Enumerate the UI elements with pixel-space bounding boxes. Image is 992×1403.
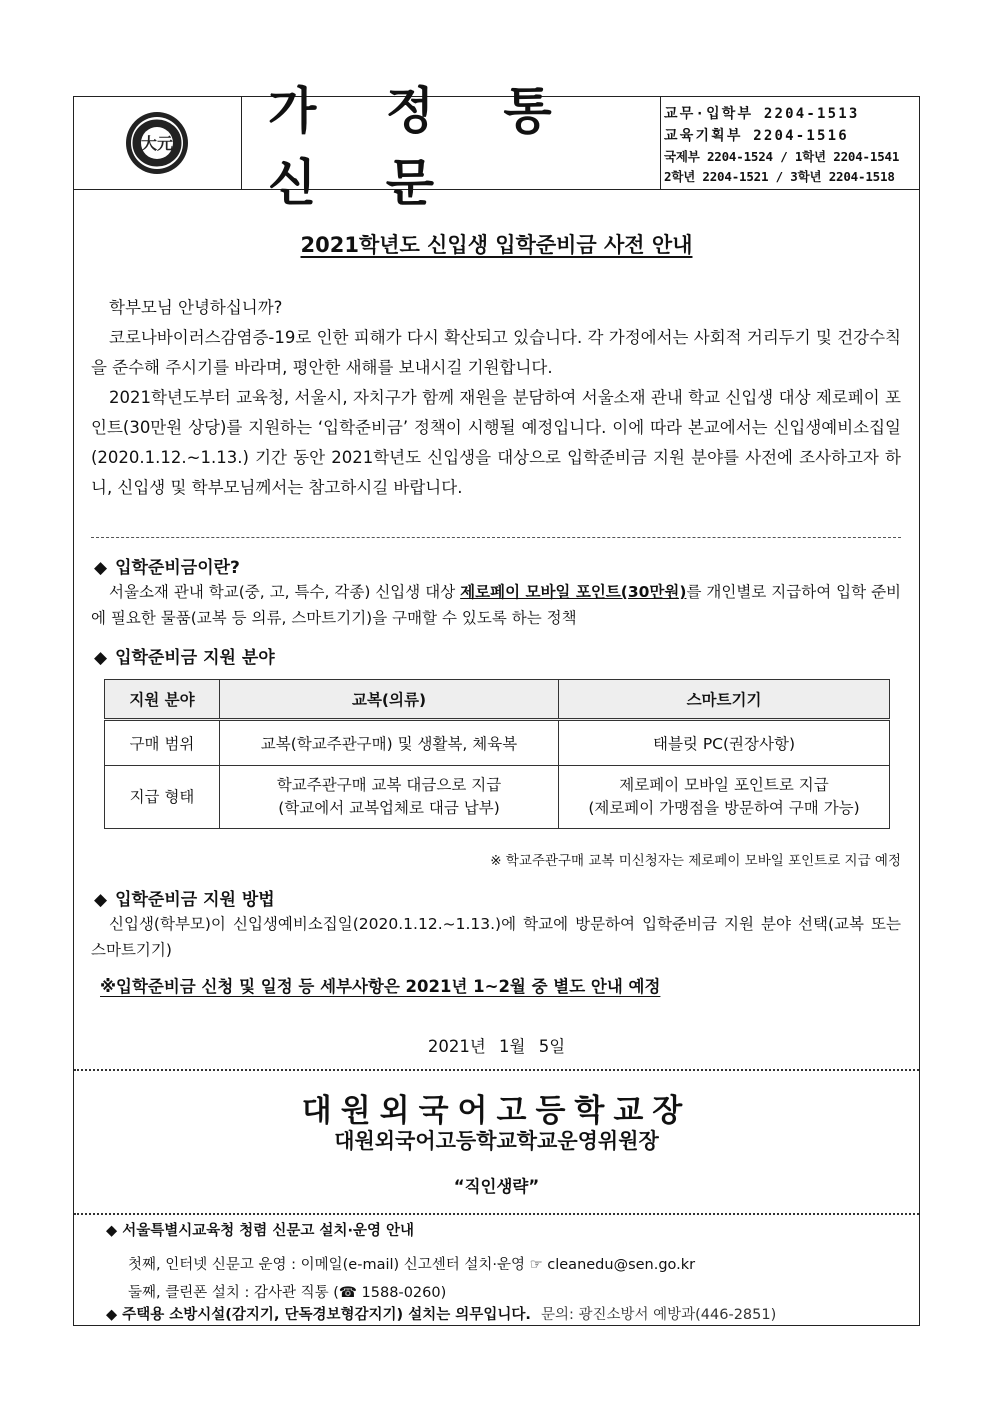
- title-cell: [242, 82, 661, 212]
- footer-line-1: ◆ 서울특별시교육청 청렴 신문고 설치·운영 안내: [106, 1223, 415, 1239]
- section-text-method: 신입생(학부모)이 신입생예비소집일(2020.1.12.~1.13.)에 학교에 방문하여 입학준비금 지원 분야 선택(교복 또는 스마트기기): [91, 915, 901, 959]
- highlight-zeropay: 제로페이 모바일 포인트(30만원): [460, 583, 687, 601]
- seal-omitted: “직인생략”: [453, 1177, 540, 1196]
- table-cell: 구매 범위: [105, 720, 220, 766]
- section-heading-fields: ◆ 입학준비금 지원 분야: [94, 648, 275, 668]
- footer-line-4: ◆ 주택용 소방시설(감지기, 단독경보형감지기) 설치는 의무입니다. 문의: 광진소방서 예방과(446-2851): [106, 1307, 777, 1323]
- contact-line-2: 교육기획부 2204-1516: [664, 128, 849, 144]
- section-heading-method: ◆ 입학준비금 지원 방법: [94, 890, 275, 910]
- committee-name: 대원외국어고등학교학교운영위원장: [334, 1129, 659, 1153]
- table-cell: 지급 형태: [105, 766, 220, 829]
- main-title: 2021학년도 신입생 입학준비금 사전 안내: [300, 233, 693, 257]
- diamond-bullet-icon: ◆: [94, 648, 108, 668]
- table-row: [105, 720, 890, 766]
- greeting: 학부모님 안녕하십니까?: [109, 298, 283, 317]
- section-heading-what: ◆ 입학준비금이란?: [94, 558, 240, 578]
- document-frame: [73, 82, 920, 1326]
- contact-line-4: 2학년 2204-1521 / 3학년 2204-1518: [664, 169, 895, 184]
- contact-line-3: 국제부 2204-1524 / 1학년 2204-1541: [664, 149, 900, 164]
- letter-header: [74, 82, 919, 212]
- school-emblem-icon: [74, 97, 241, 189]
- table-row: [105, 766, 890, 829]
- support-field-table: [104, 679, 890, 829]
- diamond-bullet-icon: ◆: [94, 890, 108, 910]
- table-cell: 태블릿 PC(권장사항): [559, 720, 890, 766]
- table-header: 지원 분야: [105, 680, 220, 720]
- footer-line-2: 첫째, 인터넷 신문고 운영 : 이메일(e-mail) 신고센터 설치·운영 ☞ cleanedu@sen.go.kr: [128, 1257, 696, 1273]
- diamond-bullet-icon: ◆: [94, 558, 108, 578]
- table-note: ※ 학교주관구매 교복 미신청자는 제로페이 모바일 포인트로 지급 예정: [490, 853, 901, 869]
- principal-name: 대원외국어고등학교장: [301, 1093, 692, 1129]
- table-cell: 교복(학교주관구매) 및 생활복, 체육복: [220, 720, 559, 766]
- section-text-what: 서울소재 관내 학교(중, 고, 특수, 각종) 신입생 대상 제로페이 모바일 포인트(30만원)를 개인별로 지급하여 입학 준비에 필요한 물품(교복 등 의류, 스마트기기)을 구매할 수 있도록 하는 정책: [91, 583, 902, 627]
- issue-date: 2021년 1월 5일: [427, 1037, 566, 1056]
- intro-paragraph-1: 코로나바이러스감염증-19로 인한 피해가 다시 확산되고 있습니다. 각 가정에서는 사회적 거리두기 및 건강수칙을 준수해 주시기를 바라며, 평안한 새해를 보내시길 기원합니다.: [91, 328, 901, 377]
- schedule-notice: ※입학준비금 신청 및 일정 등 세부사항은 2021년 1~2월 중 별도 안내 예정: [100, 977, 661, 996]
- table-header: 교복(의류): [220, 680, 559, 720]
- table-cell: 제로페이 모바일 포인트로 지급 (제로페이 가맹점을 방문하여 구매 가능): [559, 766, 890, 829]
- contact-line-1: 교무·입학부 2204-1513: [664, 106, 860, 122]
- letter-title: 가 정 통 신 문: [268, 82, 578, 212]
- table-cell: 학교주관구매 교복 대금으로 지급 (학교에서 교복업체로 대금 납부): [220, 766, 559, 829]
- emblem-text: 大元: [140, 134, 174, 153]
- dotted-divider: [74, 1069, 919, 1071]
- table-header: 스마트기기: [559, 680, 890, 720]
- intro-paragraph-2: 2021학년도부터 교육청, 서울시, 자치구가 함께 재원을 분담하여 서울소재 관내 학교 신입생 대상 제로페이 포인트(30만원 상당)를 지원하는 ‘입학준비금’ 정책이 시행될 예정입니다. 이에 따라 본교에서는 신입생예비소집일(2020.1.12.~1.13.) 기간 동안 2021학년도 신입생을 대상으로 입학준비금 지원 분야를 사전에 조사하고자 하니, 신입생 및 학부모님께서는 참고하시길 바랍니다.: [91, 388, 901, 497]
- dotted-divider: [74, 1213, 919, 1215]
- contact-cell: [661, 97, 919, 189]
- logo-cell: [74, 97, 242, 189]
- footer-line-3: 둘째, 클린폰 설치 : 감사관 직통 (☎ 1588-0260): [128, 1285, 447, 1301]
- dashed-divider: [91, 537, 901, 538]
